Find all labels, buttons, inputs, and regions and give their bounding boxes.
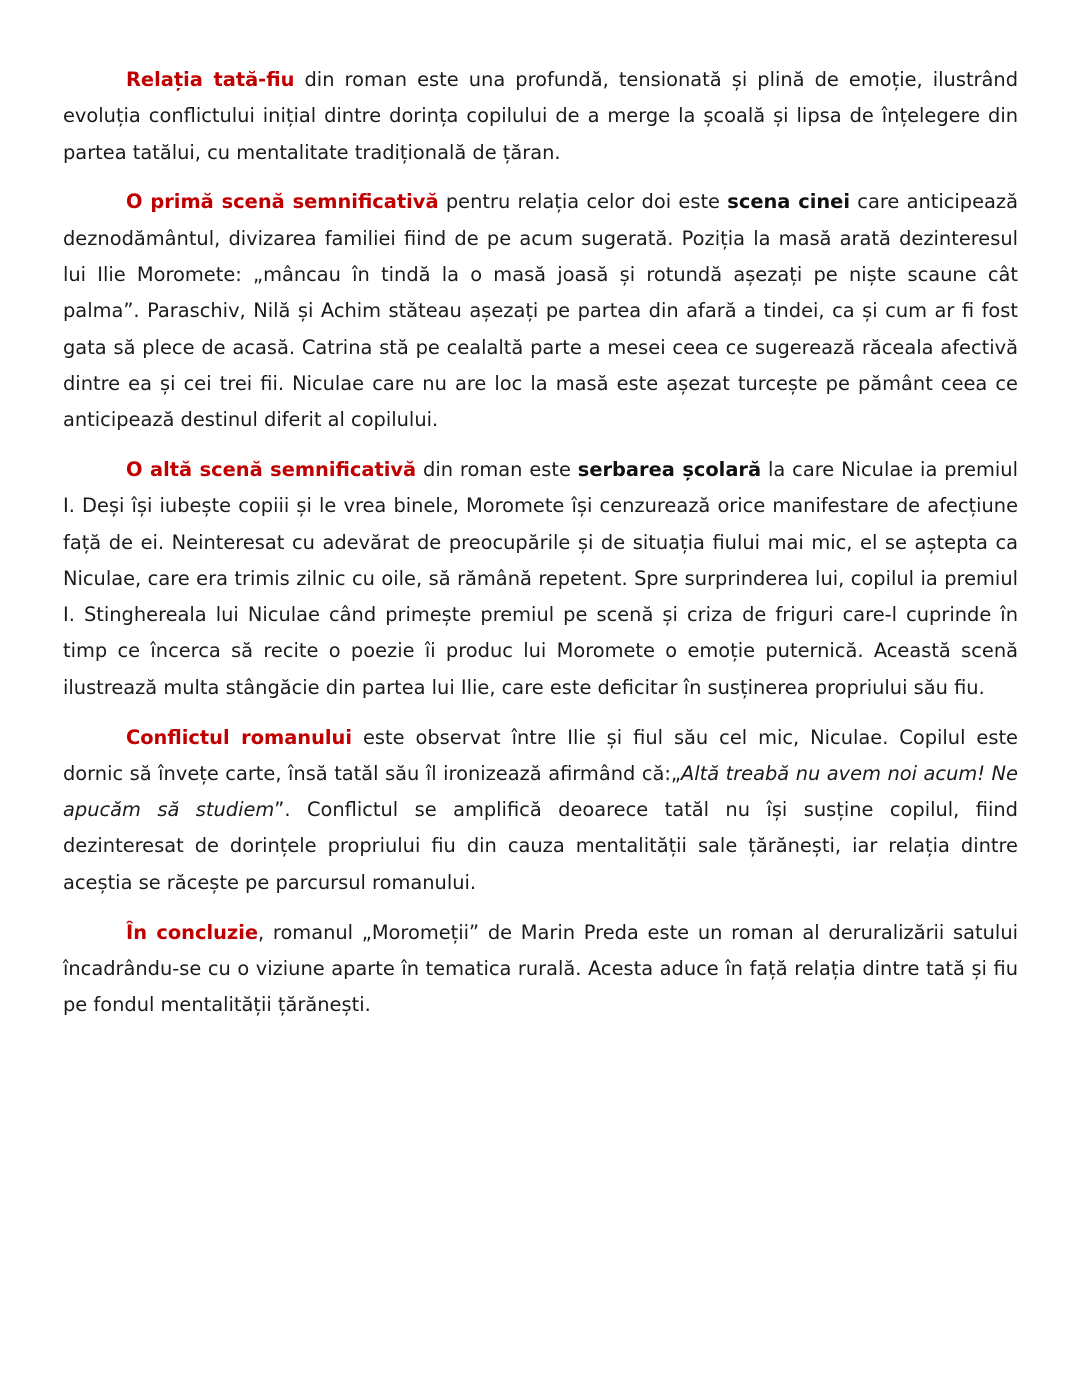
paragraph-text: este observat între Ilie și fiul său cel mic, Niculae. Copilul este dornic să învețe carte, însă tatăl său îl ironizează afirmând că:„ [63,725,1018,785]
paragraph-scene-dinner [63,184,1018,438]
document-page [63,62,1018,1037]
paragraph-lead: Conflictul romanului [126,725,353,749]
paragraph-scene-school [63,452,1018,706]
paragraph-intro [63,62,1018,171]
paragraph-lead: Relația tată-fiu [126,68,295,91]
paragraph-lead: În concluzie [126,920,258,944]
paragraph-lead: O altă scenă semnificativă [126,457,417,481]
paragraph-bold: scena cinei [727,190,850,214]
paragraph-quote: Altă treabă nu avem noi acum! Ne apucăm să studiem [63,761,1018,822]
paragraph-text: din roman este [416,457,578,481]
paragraph-text: din roman este una profundă, tensionată și plină de emoție, ilustrând evoluția conflictului inițial dintre dorința copilului de a merge la școală și lipsa de înțelegere din partea tatălui, cu mentalitate tradițională de țăran. [63,68,1018,164]
paragraph-bold: serbarea școlară [577,457,762,481]
paragraph-text: ”. Conflictul se amplifică deoarece tatăl nu își susține copilul, fiind dezinteresat de dorințele propriului fiu din cauza mentalității sale țărănești, iar relația dintre aceștia se răcește pe parcursul romanului. [63,798,1018,894]
paragraph-text: care anticipează deznodământul, divizarea familiei fiind de pe acum sugerată. Poziția la masă arată dezinteresul lui Ilie Moromete: „mâncau în tindă la o masă joasă și rotundă așezați pe niște scaune cât palma”. Paraschiv, Nilă și Achim stăteau așezați pe partea din afară a tindei, ca și cum ar fi fost gata să plece de acasă. Catrina stă pe cealaltă parte a mesei ceea ce sugerează răceala afectivă dintre ea și cei trei fii. Niculae care nu are loc la masă este așezat turcește pe pământ ceea ce anticipează destinul diferit al copilului. [63,190,1018,432]
paragraph-text: pentru relația celor doi este [438,190,728,214]
paragraph-text: , romanul „Moromeții” de Marin Preda este un roman al deruralizării satului încadrându-se cu o viziune aparte în tematica rurală. Acesta aduce în față relația dintre tată și fiu pe fondul mentalității țărănești. [63,920,1018,1017]
paragraph-lead: O primă scenă semnificativă [126,190,439,214]
paragraph-conclusion [63,915,1018,1024]
paragraph-conflict [63,720,1018,901]
paragraph-text: la care Niculae ia premiul I. Deși își iubește copiii și le vrea binele, Moromete își cenzurează orice manifestare de afecțiune față de ei. Neinteresat cu adevărat de preocupările și de situația fiului mai mic, el se aștepta ca Niculae, care era trimis zilnic cu oile, să rămână repetent. Spre surprinderea lui, copilul ia premiul I. Stinghereala lui Niculae când primește premiul pe scenă și criza de friguri care-l cuprinde în timp ce încerca să recite o poezie îi produc lui Moromete o emoție puternică. Această scenă ilustrează multa stângăcie din partea lui Ilie, care este deficitar în susținerea propriului său fiu. [63,457,1018,699]
